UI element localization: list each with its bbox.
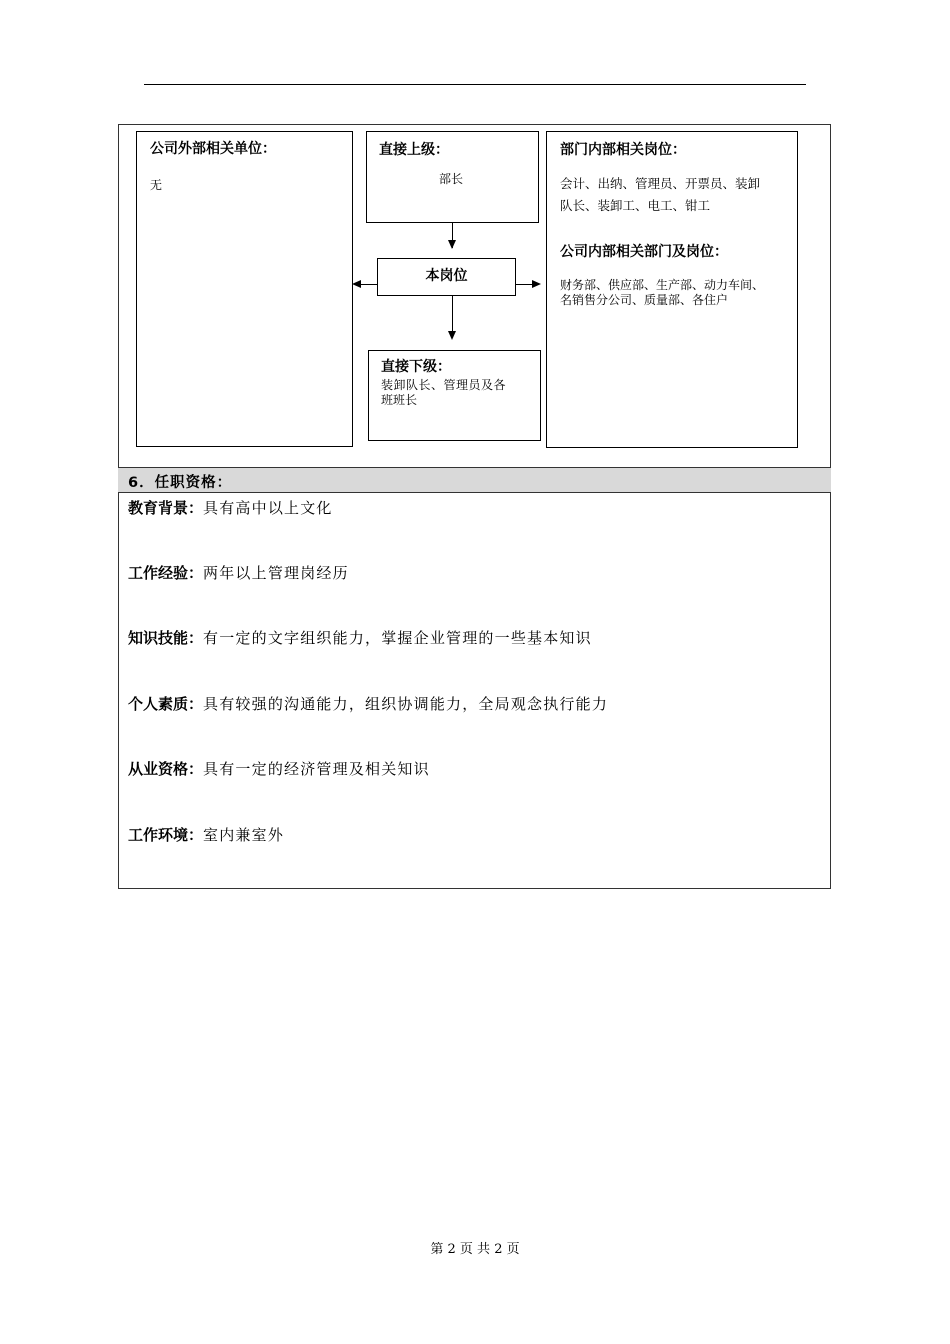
current-position-label: 本岗位 — [425, 268, 468, 284]
arrow-position-to-subordinate — [452, 296, 453, 332]
qualification-row-environment — [128, 824, 284, 845]
external-units-content: 无 — [150, 178, 163, 192]
qualification-label: 工作环境： — [128, 826, 204, 844]
qualification-row-education — [128, 497, 333, 518]
internal-depts-line2: 名销售分公司、质量部、各住户 — [560, 293, 729, 307]
qualification-row-certification — [128, 758, 430, 779]
qualification-row-experience — [128, 562, 349, 583]
qualification-value: 具有一定的经济管理及相关知识 — [203, 760, 430, 778]
internal-posts-title: 部门内部相关岗位： — [560, 142, 686, 158]
qualification-value: 具有较强的沟通能力，组织协调能力，全局观念执行能力 — [203, 695, 609, 713]
qualification-row-skills — [128, 627, 592, 648]
internal-depts-title: 公司内部相关部门及岗位： — [560, 244, 728, 260]
arrow-head-left-icon — [352, 280, 361, 288]
internal-posts-line2: 队长、装卸工、电工、钳工 — [560, 198, 711, 213]
direct-superior-box — [366, 131, 539, 223]
page-number-footer: 第 2 页 共 2 页 — [430, 1242, 520, 1257]
qualification-value: 室内兼室外 — [203, 826, 285, 844]
qualification-label: 个人素质： — [128, 695, 204, 713]
direct-subordinate-line1: 装卸队长、管理员及各 — [381, 378, 507, 392]
qualification-value: 有一定的文字组织能力，掌握企业管理的一些基本知识 — [203, 629, 592, 647]
direct-subordinate-box — [368, 350, 541, 441]
current-position-box — [377, 258, 516, 296]
qualifications-section-header — [118, 467, 831, 493]
qualification-label: 工作经验： — [128, 564, 204, 582]
external-units-box — [136, 131, 353, 447]
qualification-label: 知识技能： — [128, 629, 204, 647]
arrow-head-down-icon — [448, 331, 456, 340]
internal-relations-box — [546, 131, 798, 448]
qualification-label: 教育背景： — [128, 499, 204, 517]
external-units-title: 公司外部相关单位： — [150, 141, 276, 157]
internal-posts-line1: 会计、出纳、管理员、开票员、装卸 — [560, 176, 761, 191]
qualification-value: 两年以上管理岗经历 — [203, 564, 349, 582]
header-rule — [144, 84, 806, 85]
arrow-head-right-icon — [532, 280, 541, 288]
qualification-row-personal — [128, 693, 608, 714]
internal-depts-line1: 财务部、供应部、生产部、动力车间、 — [560, 278, 765, 292]
direct-subordinate-title: 直接下级： — [381, 359, 451, 375]
direct-superior-content: 部长 — [439, 172, 464, 186]
direct-superior-title: 直接上级： — [379, 142, 449, 158]
qualification-value: 具有高中以上文化 — [203, 499, 333, 517]
qualifications-section-title: 6．任职资格： — [128, 475, 233, 491]
direct-subordinate-line2: 班班长 — [381, 393, 418, 407]
qualification-label: 从业资格： — [128, 760, 204, 778]
arrow-head-down-icon — [448, 240, 456, 249]
